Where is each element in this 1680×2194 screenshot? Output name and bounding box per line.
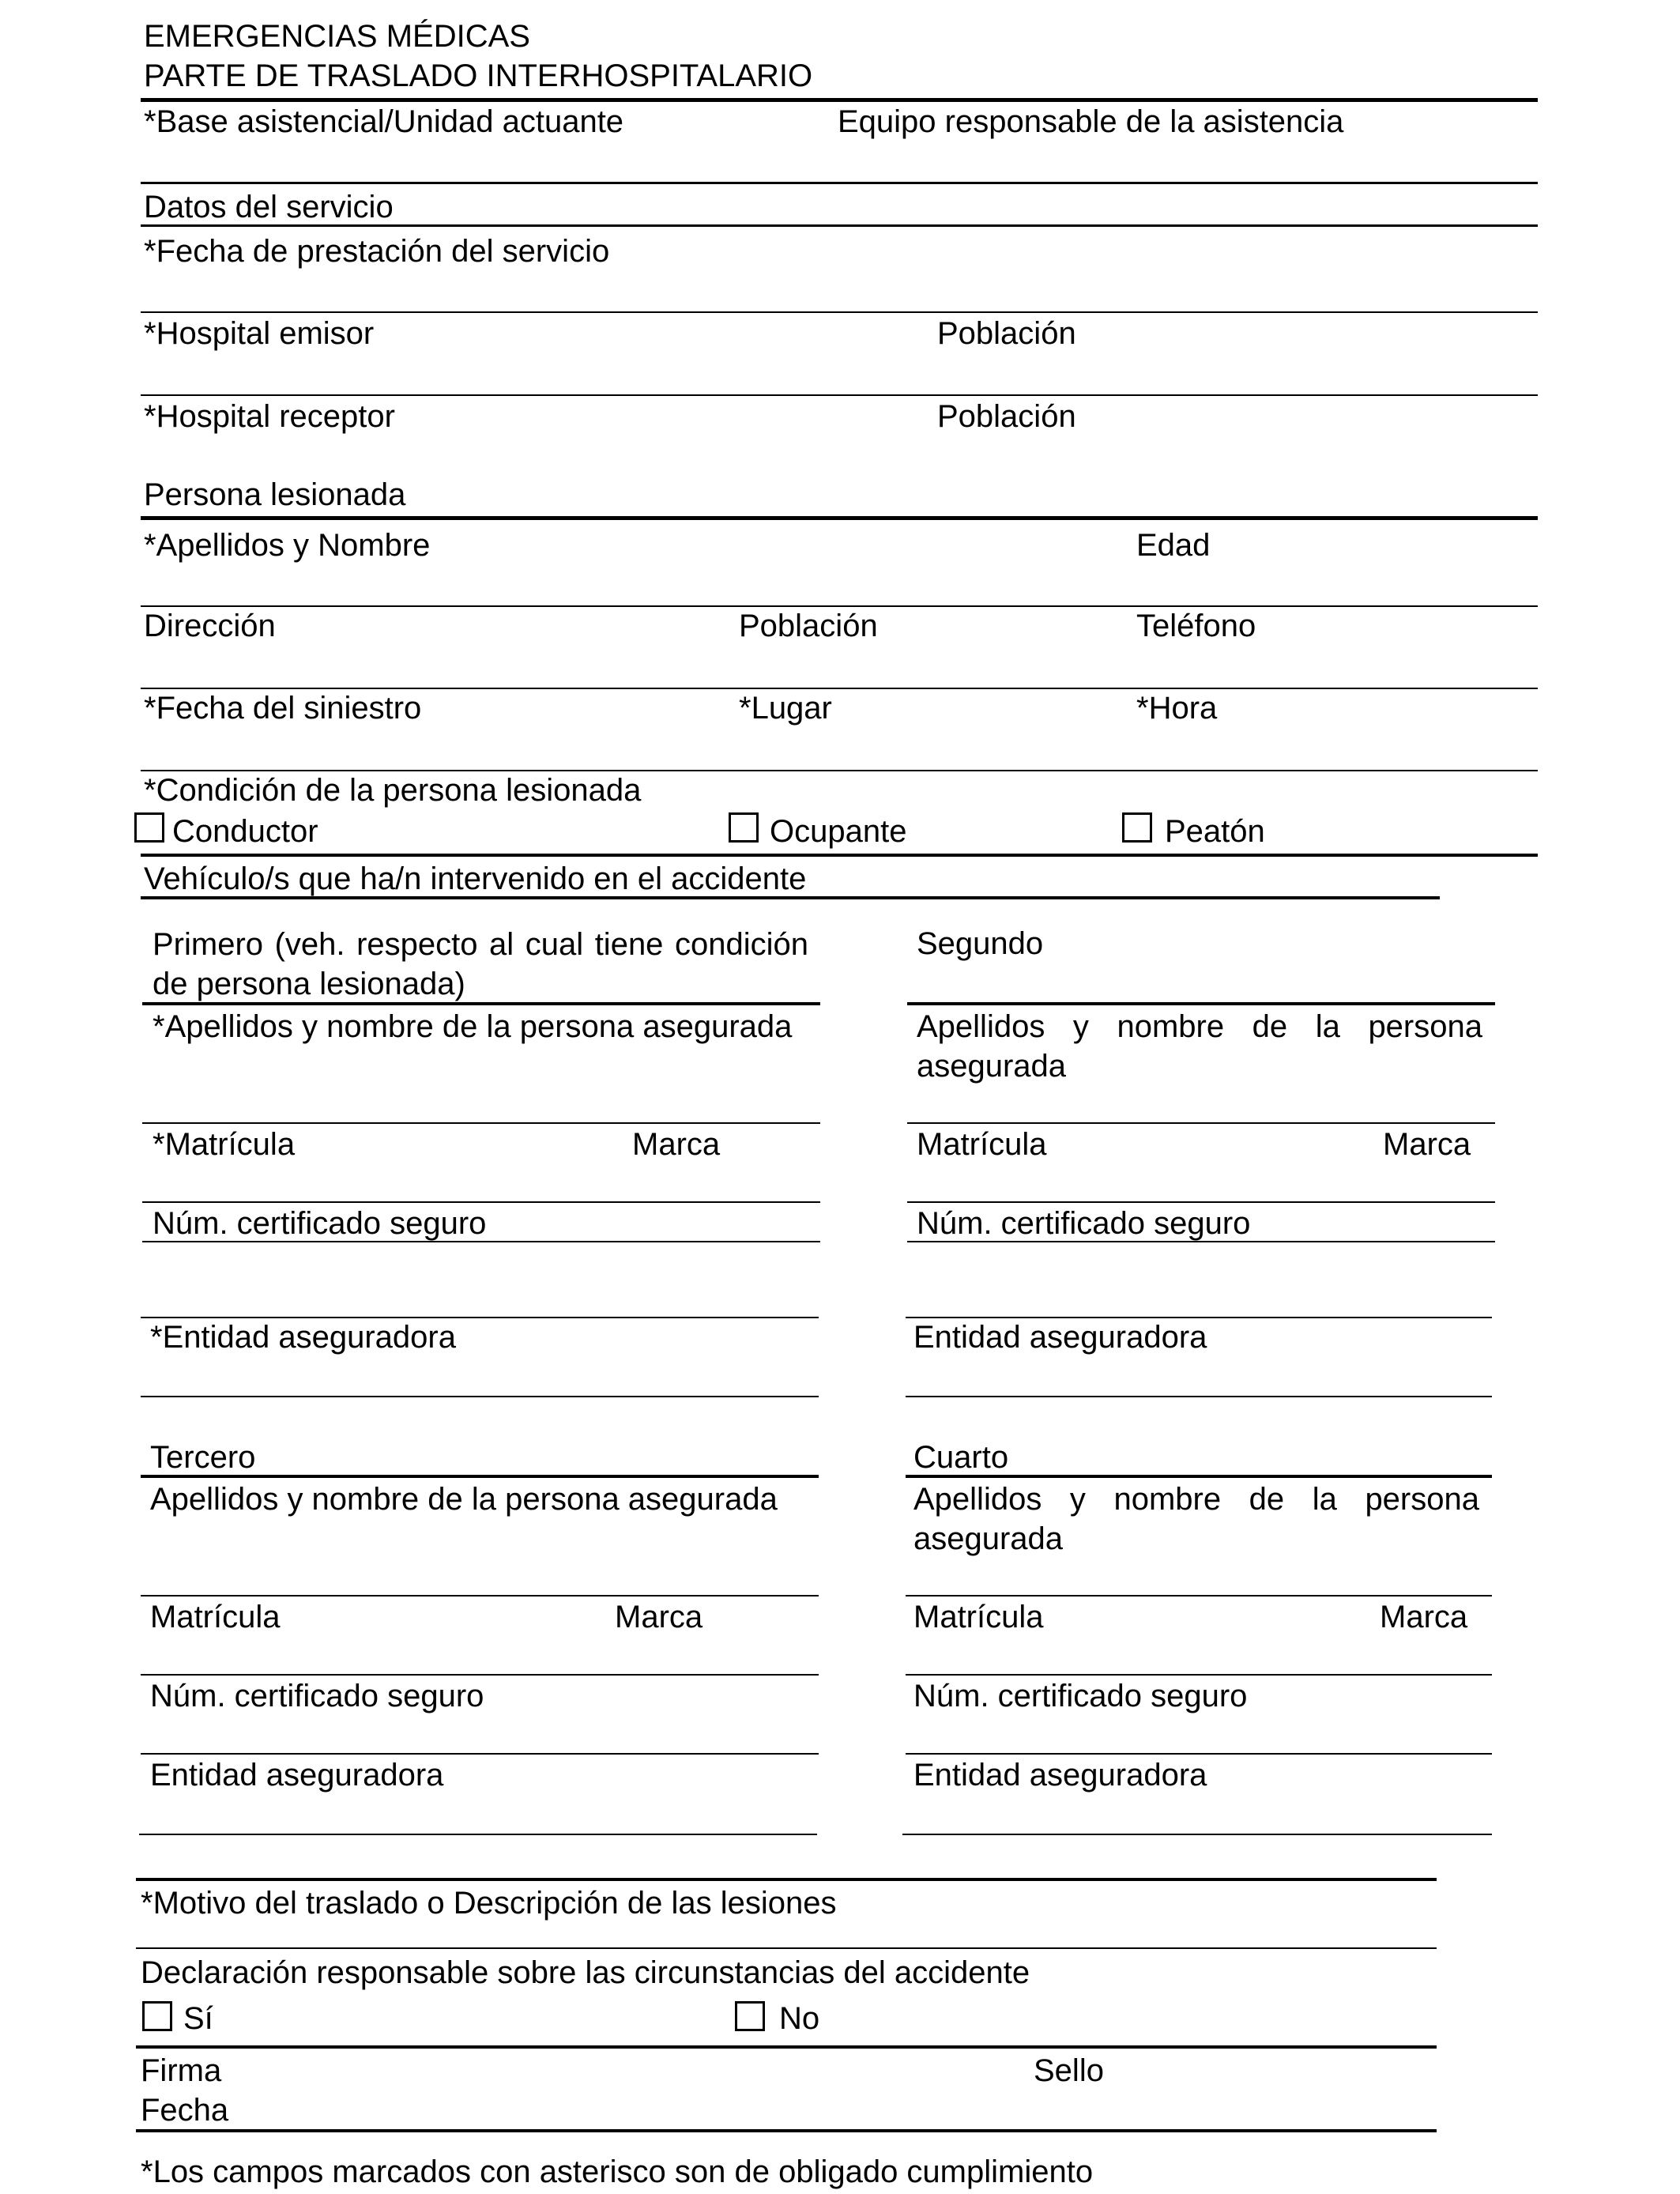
primero-certificado-label: Núm. certificado seguro <box>153 1206 487 1241</box>
tercero-marca-label: Marca <box>615 1600 703 1634</box>
firma-label: Firma <box>141 2053 222 2088</box>
divider <box>136 2045 1437 2049</box>
peaton-label: Peatón <box>1165 814 1265 849</box>
segundo-matricula-field-line[interactable] <box>907 1201 1495 1203</box>
fecha-servicio-label: *Fecha de prestación del servicio <box>144 234 610 269</box>
ocupante-label: Ocupante <box>770 814 907 849</box>
motivo-traslado-label: *Motivo del traslado o Descripción de las lesiones <box>141 1886 837 1921</box>
cuarto-entidad-label: Entidad aseguradora <box>913 1758 1207 1793</box>
edad-label: Edad <box>1136 528 1211 563</box>
hospital-receptor-label: *Hospital receptor <box>144 399 395 434</box>
peaton-checkbox[interactable] <box>1122 812 1152 843</box>
section-datos-servicio: Datos del servicio <box>144 190 394 224</box>
divider <box>907 1002 1495 1005</box>
ocupante-checkbox[interactable] <box>729 812 759 843</box>
equipo-responsable-label: Equipo responsable de la asistencia <box>838 104 1344 139</box>
signature-field-line[interactable] <box>136 2129 1437 2132</box>
base-field-line[interactable] <box>141 182 1538 184</box>
divider <box>141 516 1538 520</box>
telefono-label: Teléfono <box>1136 609 1256 643</box>
receptor-poblacion-label: Población <box>937 399 1076 434</box>
hospital-emisor-label: *Hospital emisor <box>144 316 375 351</box>
tercero-entidad-field-line[interactable] <box>139 1834 817 1835</box>
divider <box>142 1002 820 1005</box>
direccion-label: Dirección <box>144 609 276 643</box>
lugar-label: *Lugar <box>739 691 832 726</box>
segundo-entidad-label: Entidad aseguradora <box>913 1320 1207 1355</box>
no-checkbox[interactable] <box>735 2001 765 2031</box>
divider <box>141 98 1538 102</box>
cuarto-matricula-field-line[interactable] <box>906 1674 1492 1676</box>
divider <box>906 1475 1492 1478</box>
divider <box>142 1241 820 1242</box>
form-title: PARTE DE TRASLADO INTERHOSPITALARIO <box>144 58 813 93</box>
conductor-checkbox[interactable] <box>134 812 164 843</box>
primero-asegurada-label: *Apellidos y nombre de la persona asegurada <box>153 1009 793 1044</box>
poblacion-label: Población <box>739 609 878 643</box>
condicion-label: *Condición de la persona lesionada <box>144 773 642 808</box>
footnote: *Los campos marcados con asterisco son de obligado cumplimiento <box>141 2154 1094 2189</box>
si-checkbox[interactable] <box>142 2001 172 2031</box>
cuarto-asegurada-label: Apellidos y nombre de la persona asegurada <box>913 1482 1479 1556</box>
hospital-emisor-field-line[interactable] <box>141 394 1538 396</box>
vehiculo-cuarto-title: Cuarto <box>913 1440 1009 1475</box>
conductor-label: Conductor <box>172 814 318 849</box>
vehiculo-tercero-title: Tercero <box>150 1440 256 1475</box>
section-vehiculos: Vehículo/s que ha/n intervenido en el accidente <box>144 861 807 896</box>
primero-marca-label: Marca <box>632 1127 721 1162</box>
cuarto-entidad-field-line[interactable] <box>902 1834 1492 1835</box>
segundo-marca-label: Marca <box>1383 1127 1471 1162</box>
tercero-matricula-field-line[interactable] <box>141 1674 819 1676</box>
primero-asegurada-field-line[interactable] <box>142 1122 820 1124</box>
cuarto-marca-label: Marca <box>1380 1600 1468 1634</box>
si-label: Sí <box>183 2001 213 2036</box>
section-persona-lesionada: Persona lesionada <box>144 477 406 512</box>
emisor-poblacion-label: Población <box>937 316 1076 351</box>
primero-matricula-label: *Matrícula <box>153 1127 296 1162</box>
segundo-asegurada-label: Apellidos y nombre de la persona asegurada <box>917 1009 1482 1084</box>
hora-label: *Hora <box>1136 691 1218 726</box>
divider <box>907 1241 1495 1242</box>
primero-matricula-field-line[interactable] <box>142 1201 820 1203</box>
tercero-entidad-label: Entidad aseguradora <box>150 1758 444 1793</box>
apellidos-nombre-label: *Apellidos y Nombre <box>144 528 431 563</box>
segundo-matricula-label: Matrícula <box>917 1127 1047 1162</box>
primero-entidad-field-line[interactable] <box>141 1396 819 1397</box>
no-label: No <box>779 2001 820 2036</box>
vehiculo-segundo-title: Segundo <box>917 926 1044 961</box>
cuarto-matricula-label: Matrícula <box>913 1600 1044 1634</box>
divider <box>141 896 1440 899</box>
divider <box>136 1878 1437 1881</box>
base-asistencial-label: *Base asistencial/Unidad actuante <box>144 104 624 139</box>
segundo-asegurada-field-line[interactable] <box>907 1122 1495 1124</box>
declaracion-label: Declaración responsable sobre las circunstancias del accidente <box>141 1955 1030 1990</box>
tercero-matricula-label: Matrícula <box>150 1600 281 1634</box>
cuarto-certificado-label: Núm. certificado seguro <box>913 1679 1248 1713</box>
primero-entidad-label: *Entidad aseguradora <box>150 1320 456 1355</box>
motivo-field-line[interactable] <box>136 1947 1437 1949</box>
cuarto-asegurada-field-line[interactable] <box>906 1595 1492 1596</box>
divider <box>141 854 1538 857</box>
tercero-certificado-field-line[interactable] <box>141 1753 819 1755</box>
tercero-asegurada-field-line[interactable] <box>141 1595 819 1596</box>
cuarto-certificado-field-line[interactable] <box>906 1753 1492 1755</box>
segundo-certificado-label: Núm. certificado seguro <box>917 1206 1251 1241</box>
fecha-servicio-field-line[interactable] <box>141 311 1538 313</box>
form-header-line1: EMERGENCIAS MÉDICAS <box>144 19 530 54</box>
fecha-firma-label: Fecha <box>141 2093 229 2128</box>
fecha-siniestro-label: *Fecha del siniestro <box>144 691 422 726</box>
divider <box>141 1475 819 1478</box>
sello-label: Sello <box>1034 2053 1104 2088</box>
tercero-asegurada-label: Apellidos y nombre de la persona asegurada <box>150 1482 778 1517</box>
vehiculo-primero-title: Primero (veh. respecto al cual tiene condición de persona lesionada) <box>153 927 808 1001</box>
tercero-certificado-label: Núm. certificado seguro <box>150 1679 484 1713</box>
segundo-entidad-field-line[interactable] <box>906 1396 1492 1397</box>
divider <box>141 224 1538 227</box>
